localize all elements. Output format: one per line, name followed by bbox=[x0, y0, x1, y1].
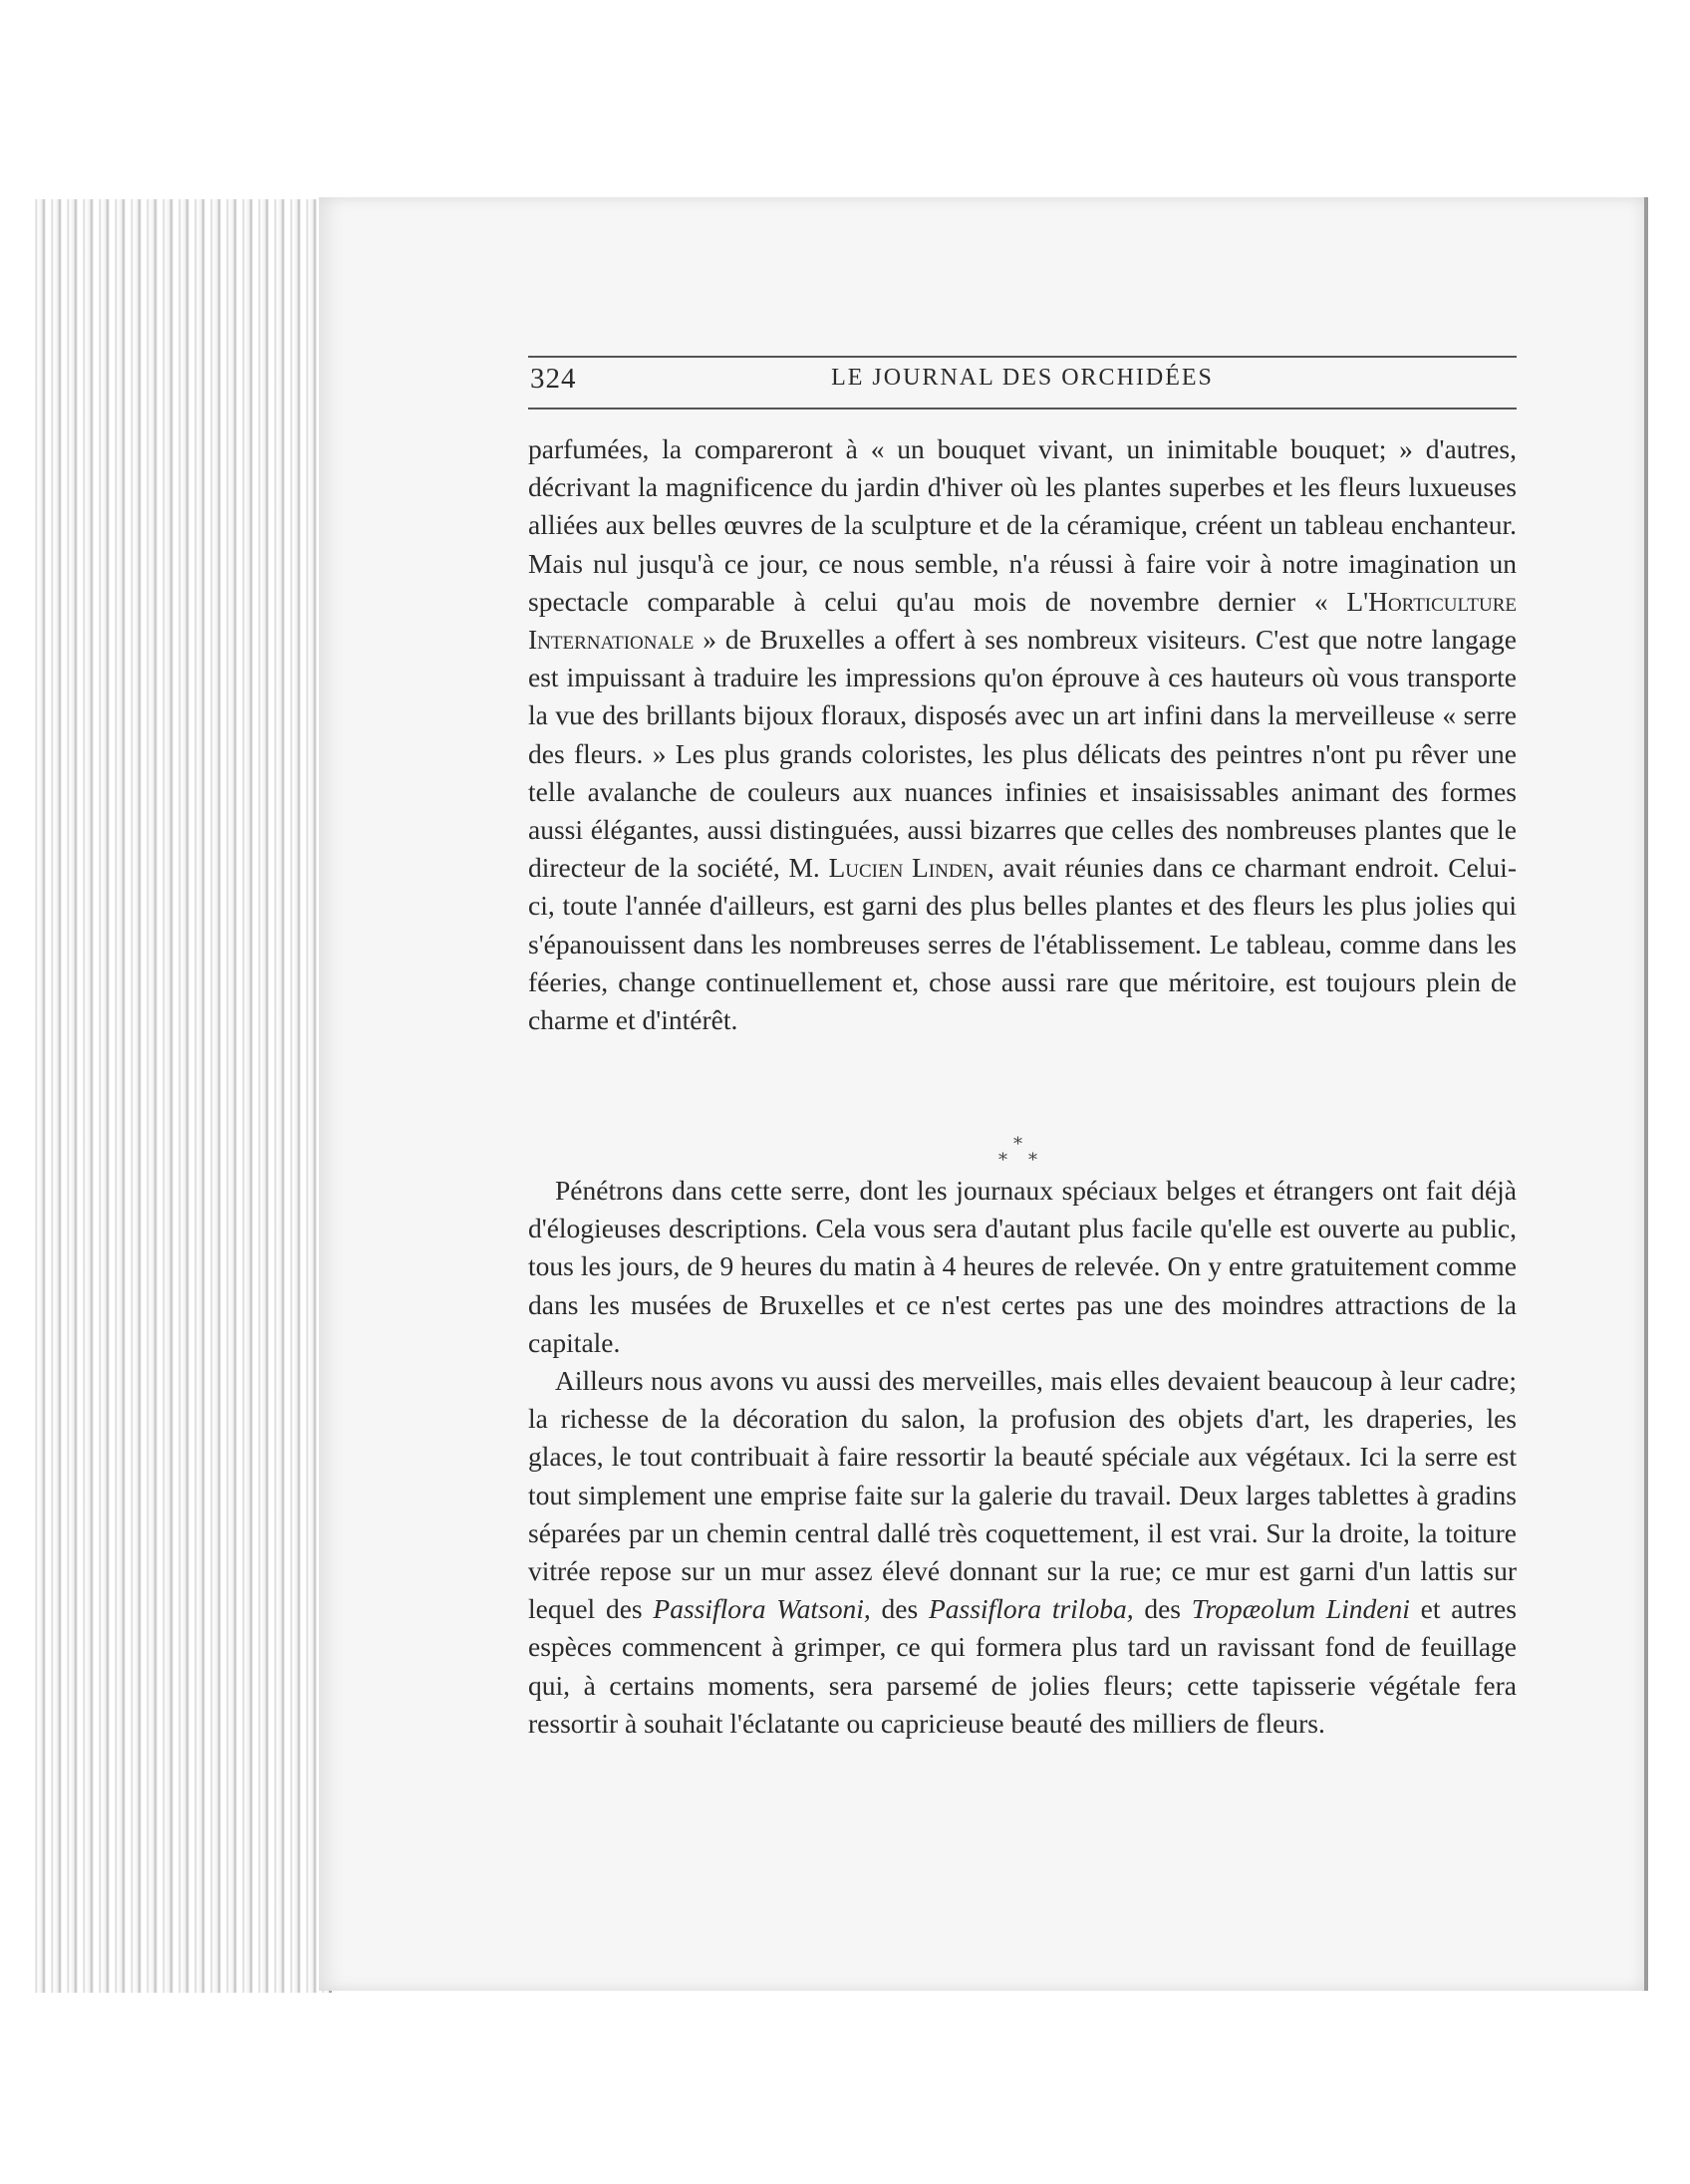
person-name: Lucien Linden bbox=[828, 852, 987, 884]
species-name: Passiflora triloba, bbox=[928, 1593, 1134, 1625]
section-2 bbox=[528, 1172, 1517, 1743]
asterisk-icon: * bbox=[1013, 1134, 1022, 1155]
header-rule-bottom bbox=[528, 408, 1517, 410]
asterisk-icon: * bbox=[1028, 1150, 1037, 1171]
paragraph: Pénétrons dans cette serre, dont les journaux spéciaux belges et étrangers ont fait déjà d'élogieuses descriptions. Cela vous sera d'autant plus facile qu'elle est ouverte au public, tous les jours, de 9 heures du matin à 4 heures de relevée. On y entre gratuitement comme dans les musées de Bruxelles et ce n'est certes pas une des moindres attractions de la capitale. bbox=[528, 1175, 1517, 1358]
paragraph bbox=[528, 430, 1517, 1039]
species-name: Tropæolum Lindeni bbox=[1191, 1593, 1410, 1625]
text-run: des bbox=[870, 1593, 929, 1625]
running-title: LE JOURNAL DES ORCHIDÉES bbox=[831, 365, 1214, 391]
text-run: parfumées, la compareront à « un bouquet vivant, un inimitable bouquet; » d'autres, décrivant la magnificence du jardin d'hiver où les plantes superbes et les fleurs luxueuses alliées aux belles œuvres de la sculpture et de la céramique, créent un tableau enchanteur. Mais nul jusqu'à ce jour, ce nous semble, n'a réussi à faire voir à notre imagination un spectacle comparable à celui qu'au mois de novembre dernier « bbox=[528, 433, 1517, 617]
society-name: L'Horticulture Internationale bbox=[528, 585, 1517, 656]
species-name: Passiflora Watsoni, bbox=[653, 1593, 871, 1625]
asterism-separator bbox=[994, 1136, 1050, 1176]
section-1 bbox=[528, 430, 1517, 1039]
text-run: des bbox=[1133, 1593, 1192, 1625]
book-page-edges bbox=[30, 199, 332, 1993]
asterisk-icon: * bbox=[998, 1150, 1007, 1171]
page-number: 324 bbox=[530, 363, 577, 395]
page-edge-right bbox=[1644, 197, 1648, 1991]
paragraph bbox=[528, 1362, 1517, 1743]
text-run: Ailleurs nous avons vu aussi des merveilles, mais elles devaient beaucoup à leur cadre; la richesse de la décoration du salon, la profusion des objets d'art, les draperies, les glaces, le tout contribuait à faire ressortir la beauté spéciale aux végétaux. Ici la serre est tout simplement une emprise faite sur la galerie du travail. Deux larges tablettes à gradins séparées par un chemin central dallé très coquettement, il est vrai. Sur la droite, la toiture vitrée repose sur un mur assez élevé donnant sur la rue; ce mur est garni d'un lattis sur lequel des bbox=[528, 1365, 1517, 1625]
text-run: » de Bruxelles a offert à ses nombreux visiteurs. C'est que notre langage est impuissant à traduire les impressions qu'on éprouve à ces hauteurs où vous transporte la vue des brillants bijoux floraux, disposés avec un art infini dans la merveilleuse « serre des fleurs. » Les plus grands coloristes, les plus délicats des peintres n'ont pu rêver une telle avalanche de couleurs aux nuances infinies et insaisissables animant des formes aussi élégantes, aussi distinguées, aussi bizarres que celles des nombreuses plantes que le directeur de la société, M. bbox=[528, 624, 1517, 884]
header-rule-top bbox=[528, 356, 1517, 358]
text-run: et autres espèces commencent à grimper, ce qui formera plus tard un ravissant fond de feuillage qui, à certains moments, sera parsemé de jolies fleurs; cette tapisserie végétale fera ressortir à souhait l'éclatante ou capricieuse beauté des milliers de fleurs. bbox=[528, 1593, 1517, 1739]
text-run: , avait réunies dans ce charmant endroit. Celui-ci, toute l'année d'ailleurs, est garni des plus belles plantes et des fleurs les plus jolies qui s'épanouissent dans les nombreuses serres de l'établissement. Le tableau, comme dans les féeries, change continuellement et, chose aussi rare que méritoire, est toujours plein de charme et d'intérêt. bbox=[528, 852, 1517, 1036]
